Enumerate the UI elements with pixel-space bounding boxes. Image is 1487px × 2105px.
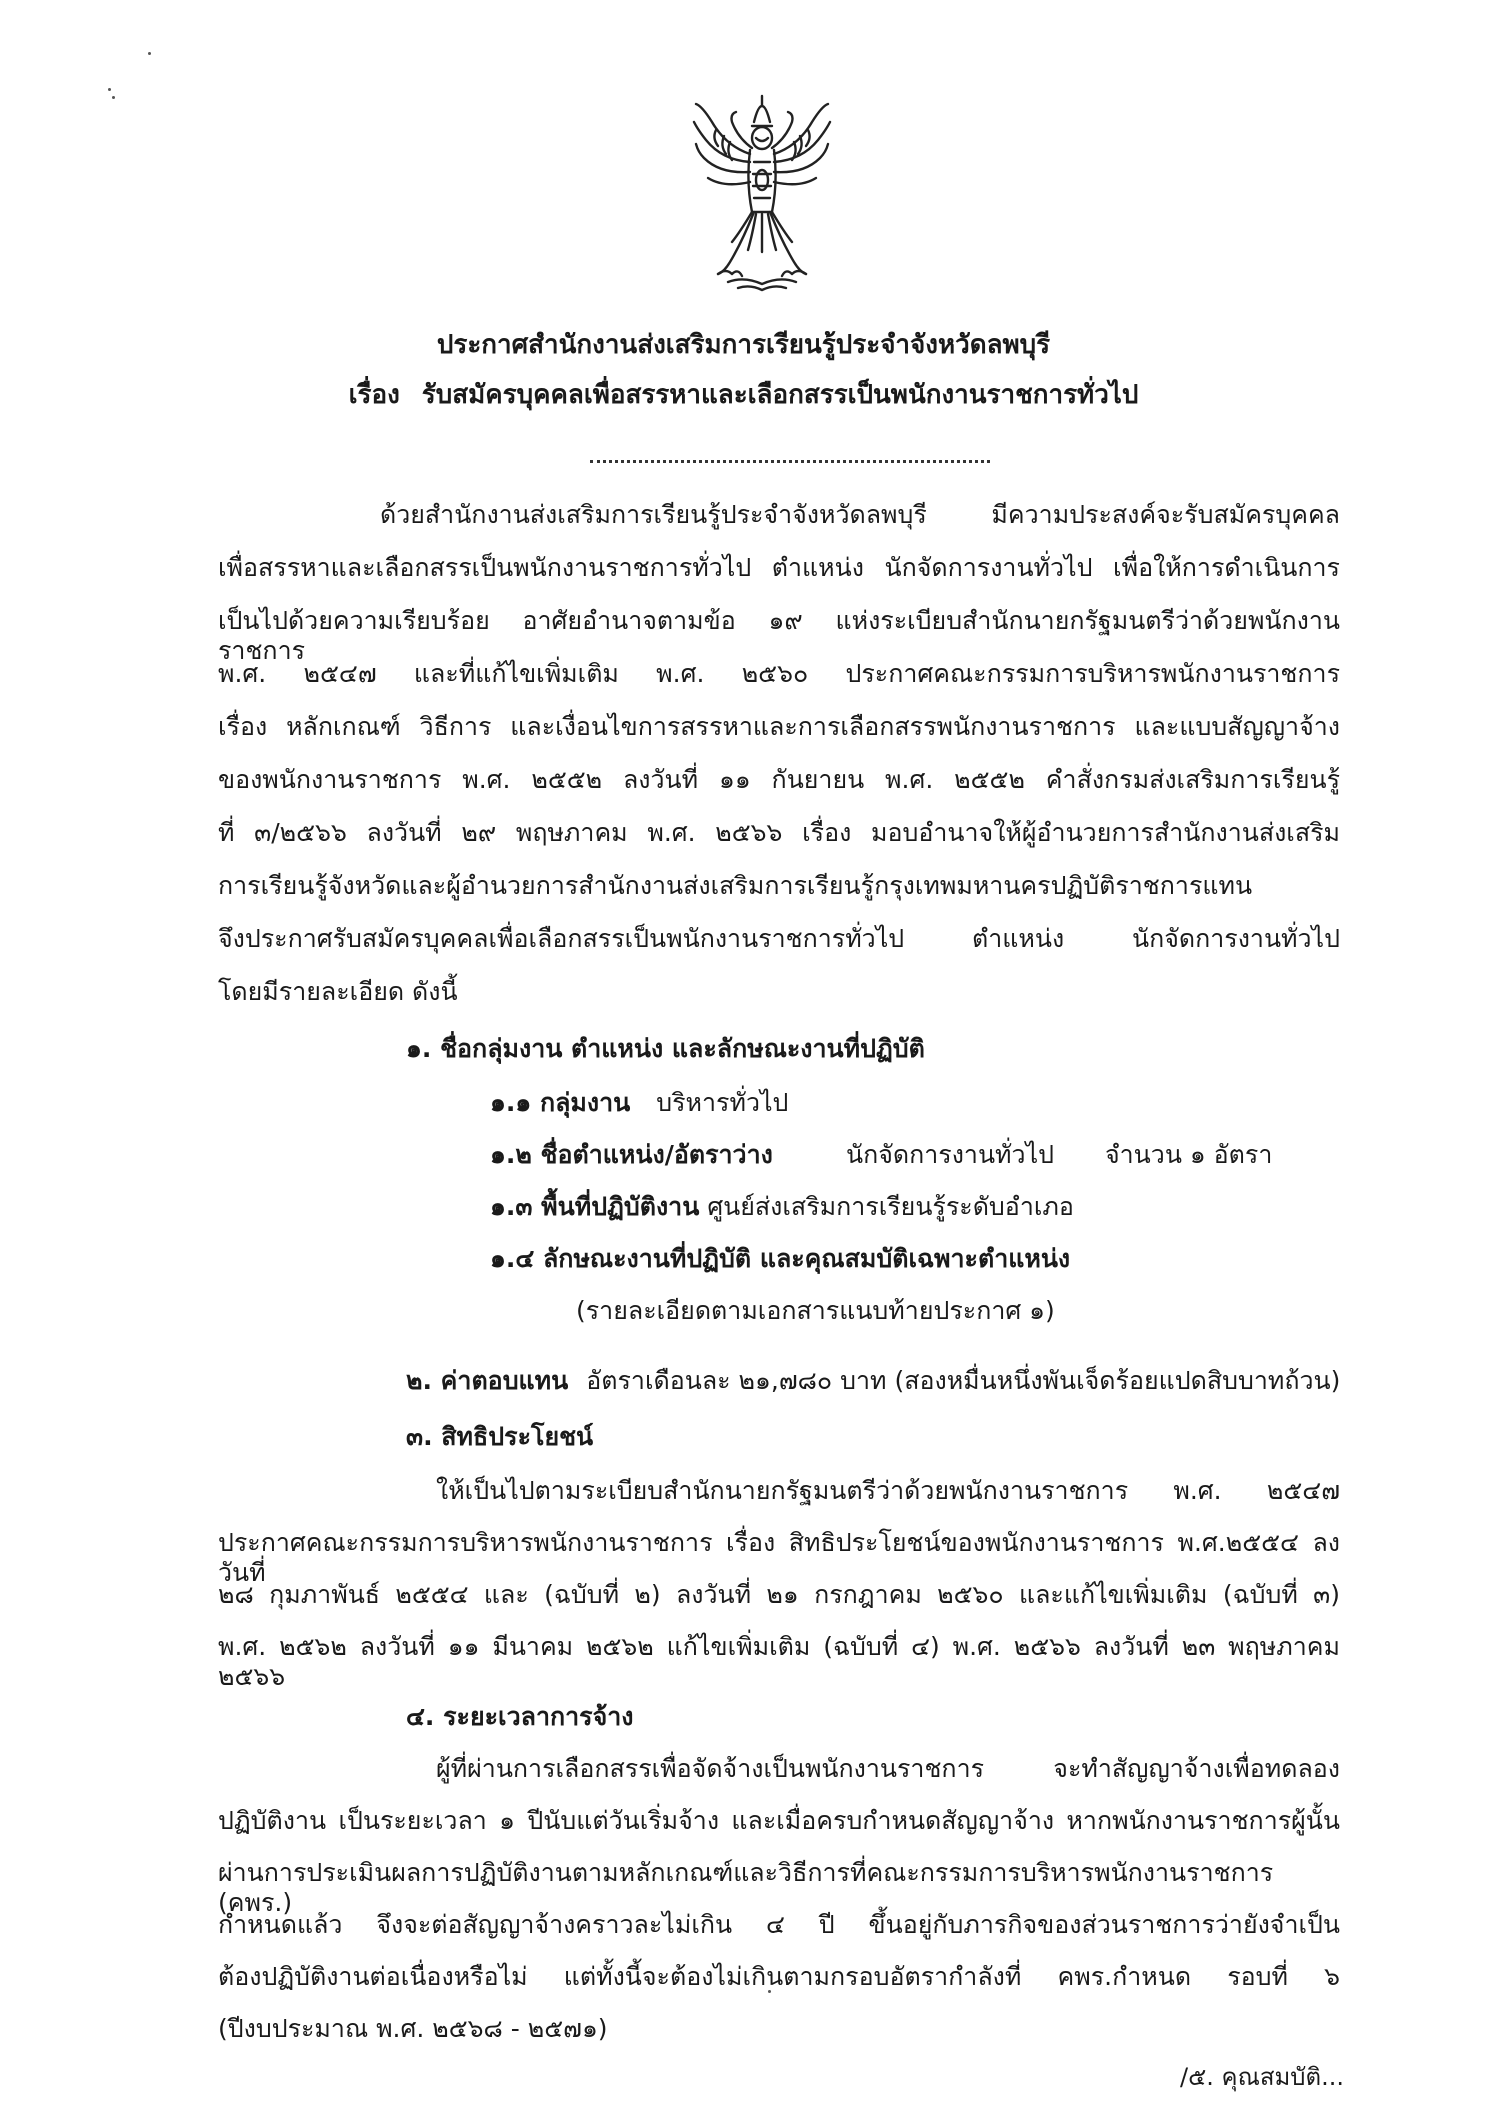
employment-line: (ปีงบประมาณ พ.ศ. ๒๕๖๘ - ๒๕๗๑)	[218, 2014, 608, 2043]
intro-line: เพื่อสรรหาและเลือกสรรเป็นพนักงานราชการทั่วไป ตำแหน่ง นักจัดการงานทั่วไป เพื่อให้การดำเนินการ	[218, 553, 1340, 582]
section-2	[406, 1366, 1340, 1396]
section-4-heading: ๔. ระยะเวลาการจ้าง	[406, 1702, 634, 1731]
employment-line: ผ่านการประเมินผลการปฏิบัติงานตามหลักเกณฑ์และวิธีการที่คณะกรรมการบริหารพนักงานราชการ (คพร.)	[218, 1858, 1274, 1917]
item-value: ศูนย์ส่งเสริมการเรียนรู้ระดับอำเภอ	[707, 1192, 1074, 1221]
employment-line: กำหนดแล้ว จึงจะต่อสัญญาจ้างคราวละไม่เกิน ๔ ปี ขึ้นอยู่กับภารกิจของส่วนราชการว่ายังจำเป็น	[218, 1910, 1340, 1939]
intro-line: ที่ ๓/๒๕๖๖ ลงวันที่ ๒๙ พฤษภาคม พ.ศ. ๒๕๖๖ เรื่อง มอบอำนาจให้ผู้อำนวยการสำนักงานส่งเสริม	[218, 818, 1340, 847]
benefits-line: ๒๘ กุมภาพันธ์ ๒๕๕๔ และ (ฉบับที่ ๒) ลงวันที่ ๒๑ กรกฎาคม ๒๕๖๐ และแก้ไขเพิ่มเติม (ฉบับที่ ๓)	[218, 1580, 1340, 1609]
continuation-marker: /๕. คุณสมบัติ...	[1180, 2063, 1345, 2091]
intro-line: เรื่อง หลักเกณฑ์ วิธีการ และเงื่อนไขการสรรหาและการเลือกสรรพนักงานราชการ และแบบสัญญาจ้าง	[218, 712, 1340, 741]
announcement-title: ประกาศสำนักงานส่งเสริมการเรียนรู้ประจำจังหวัดลพบุรี	[436, 330, 1051, 360]
item-label: ๑.๑ กลุ่มงาน	[490, 1088, 631, 1117]
position-count: จำนวน ๑ อัตรา	[1105, 1140, 1273, 1169]
intro-line: ของพนักงานราชการ พ.ศ. ๒๕๕๒ ลงวันที่ ๑๑ กันยายน พ.ศ. ๒๕๕๒ คำสั่งกรมส่งเสริมการเรียนรู้	[218, 765, 1340, 794]
employment-line: ต้องปฏิบัติงานต่อเนื่องหรือไม่ แต่ทั้งนี้จะต้องไม่เกินตามกรอบอัตรากำลังที่ คพร.กำหนด รอบที่ ๖	[218, 1962, 1340, 1991]
item-value: บริหารทั่วไป	[656, 1088, 789, 1117]
intro-line: เป็นไปด้วยความเรียบร้อย อาศัยอำนาจตามข้อ ๑๙ แห่งระเบียบสำนักนายกรัฐมนตรีว่าด้วยพนักงานราชการ	[218, 606, 1340, 665]
section-1-item-4: ๑.๔ ลักษณะงานที่ปฏิบัติ และคุณสมบัติเฉพาะตำแหน่ง	[490, 1244, 1071, 1273]
subject-label: เรื่อง	[348, 380, 400, 410]
intro-line: จึงประกาศรับสมัครบุคคลเพื่อเลือกสรรเป็นพนักงานราชการทั่วไป ตำแหน่ง นักจัดการงานทั่วไป	[218, 924, 1340, 953]
section-3-heading: ๓. สิทธิประโยชน์	[406, 1422, 594, 1451]
section-1-item-1	[490, 1088, 788, 1118]
employment-line: ผู้ที่ผ่านการเลือกสรรเพื่อจัดจ้างเป็นพนักงานราชการ จะทำสัญญาจ้างเพื่อทดลอง	[436, 1754, 1340, 1783]
salary-text: อัตราเดือนละ ๒๑,๗๘๐ บาท (สองหมื่นหนึ่งพันเจ็ดร้อยแปดสิบบาทถ้วน)	[586, 1366, 1341, 1395]
section-1-item-3	[490, 1192, 1074, 1222]
item-label: ๑.๓ พื้นที่ปฏิบัติงาน	[490, 1192, 700, 1221]
benefits-line: ประกาศคณะกรรมการบริหารพนักงานราชการ เรื่อง สิทธิประโยชน์ของพนักงานราชการ พ.ศ.๒๕๕๔ ลงวันที่	[218, 1528, 1340, 1587]
scan-speck	[148, 52, 151, 55]
intro-line: พ.ศ. ๒๕๔๗ และที่แก้ไขเพิ่มเติม พ.ศ. ๒๕๖๐ ประกาศคณะกรรมการบริหารพนักงานราชการ	[218, 659, 1340, 688]
employment-line: ปฏิบัติงาน เป็นระยะเวลา ๑ ปีนับแต่วันเริ่มจ้าง และเมื่อครบกำหนดสัญญาจ้าง หากพนักงานราชการผู้นั้น	[218, 1806, 1340, 1835]
announcement-subject	[0, 380, 1487, 410]
attachment-note: (รายละเอียดตามเอกสารแนบท้ายประกาศ ๑)	[576, 1296, 1055, 1325]
section-2-heading: ๒. ค่าตอบแทน	[406, 1366, 569, 1395]
intro-line: ด้วยสำนักงานส่งเสริมการเรียนรู้ประจำจังหวัดลพบุรี มีความประสงค์จะรับสมัครบุคคล	[380, 500, 1340, 529]
title-divider	[590, 456, 990, 463]
item-label: ๑.๒ ชื่อตำแหน่ง/อัตราว่าง	[490, 1140, 773, 1169]
intro-line: โดยมีรายละเอียด ดังนี้	[218, 977, 458, 1006]
garuda-emblem-icon	[692, 92, 832, 292]
intro-line: การเรียนรู้จังหวัดและผู้อำนวยการสำนักงานส่งเสริมการเรียนรู้กรุงเทพมหานครปฏิบัติราชการแทน	[218, 871, 1253, 900]
section-1-item-2	[490, 1140, 773, 1170]
section-1-heading: ๑. ชื่อกลุ่มงาน ตำแหน่ง และลักษณะงานที่ปฏิบัติ	[406, 1034, 925, 1063]
subject-text: รับสมัครบุคคลเพื่อสรรหาและเลือกสรรเป็นพนักงานราชการทั่วไป	[421, 380, 1139, 410]
scan-speck	[112, 96, 115, 99]
scan-speck	[108, 88, 111, 91]
position-name: นักจัดการงานทั่วไป	[846, 1140, 1055, 1169]
benefits-line: ให้เป็นไปตามระเบียบสำนักนายกรัฐมนตรีว่าด้วยพนักงานราชการ พ.ศ. ๒๕๔๗	[436, 1476, 1340, 1505]
benefits-line: พ.ศ. ๒๕๖๒ ลงวันที่ ๑๑ มีนาคม ๒๕๖๒ แก้ไขเพิ่มเติม (ฉบับที่ ๔) พ.ศ. ๒๕๖๖ ลงวันที่ ๒๓ พฤษภาคม ๒๕๖๖	[218, 1632, 1340, 1691]
